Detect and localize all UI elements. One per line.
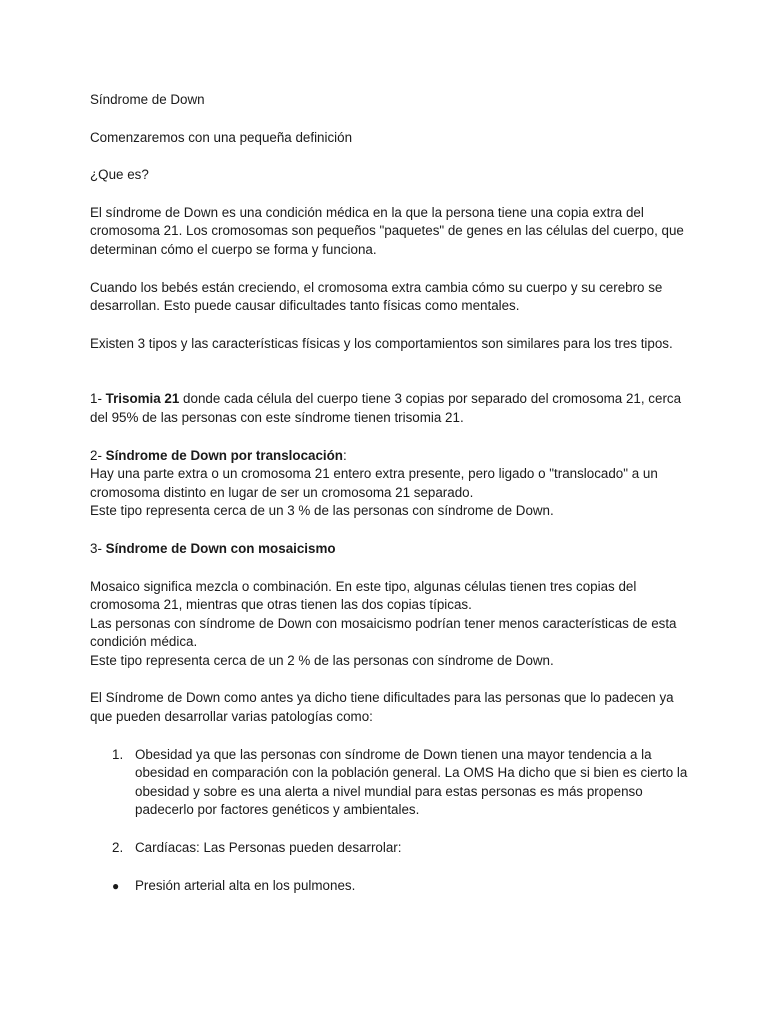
list-item [90,746,690,820]
bullet-item [90,877,690,896]
list-item-number: 1. [112,746,124,762]
type-2-name: Síndrome de Down por translocación [105,447,343,463]
bullet-item-text: Presión arterial alta en los pulmones. [135,877,356,893]
bullet-icon: ● [112,878,120,893]
type-2-line-1: Hay una parte extra o un cromosoma 21 entero extra presente, pero ligado o "translocado" a un cromosoma distinto en lugar de ser un cromosoma 21 separado. [90,466,658,500]
type-2-line-2: Este tipo representa cerca de un 3 % de las personas con síndrome de Down. [90,503,554,519]
list-item-text: Obesidad ya que las personas con síndrome de Down tienen una mayor tendencia a la obesidad en comparación con la población general. La OMS Ha dicho que si bien es cierto la obesidad y sobre es una alerta a nivel mundial para estas personas es más propenso padecerlo por factores genéticos y ambientales. [135,746,688,818]
type-3-heading [90,540,690,559]
type-2-prefix: 2- [90,447,106,463]
type-1-name: Trisomia 21 [105,391,180,407]
question-heading: ¿Que es? [90,167,149,183]
definition-paragraph: El síndrome de Down es una condición médica en la que la persona tiene una copia extra del cromosoma 21. Los cromosomas son pequeños "paquetes" de genes en las células del cuerpo, que determinan cómo el cuerpo se forma y funciona. [90,204,684,257]
types-intro-paragraph: Existen 3 tipos y las características físicas y los comportamientos son similares para los tres tipos. [90,335,673,351]
numbered-list [90,746,690,858]
list-item [90,839,690,858]
intro-line: Comenzaremos con una pequeña definición [90,129,353,145]
bullet-list [90,877,690,896]
type-3-line-2: Las personas con síndrome de Down con mosaicismo podrían tener menos características de esta condición médica. [90,615,677,650]
type-2-colon: : [343,447,347,463]
pathologies-intro-paragraph: El Síndrome de Down como antes ya dicho tiene dificultades para las personas que lo padecen ya que pueden desarrollar varias patologías como: [90,690,674,725]
development-paragraph: Cuando los bebés están creciendo, el cromosoma extra cambia cómo su cuerpo y su cerebro se desarrollan. Esto puede causar dificultades tanto físicas como mentales. [90,279,663,314]
type-1-paragraph [90,390,690,427]
type-3-prefix: 3- [90,540,106,556]
type-1-prefix: 1- [90,391,106,407]
document-page [90,91,690,895]
type-1-text: donde cada célula del cuerpo tiene 3 copias por separado del cromosoma 21, cerca del 95% de las personas con este síndrome tienen trisomia 21. [90,391,682,425]
type-3-line-3: Este tipo representa cerca de un 2 % de las personas con síndrome de Down. [90,652,554,668]
list-item-text: Cardíacas: Las Personas pueden desarrolar: [135,840,402,856]
list-item-number: 2. [112,840,124,856]
document-title: Síndrome de Down [90,92,205,107]
type-2-heading [90,447,690,466]
type-3-name: Síndrome de Down con mosaicismo [105,540,336,556]
type-3-line-1: Mosaico significa mezcla o combinación. En este tipo, algunas células tienen tres copias del cromosoma 21, mientras que otras tienen las dos copias típicas. [90,578,637,613]
